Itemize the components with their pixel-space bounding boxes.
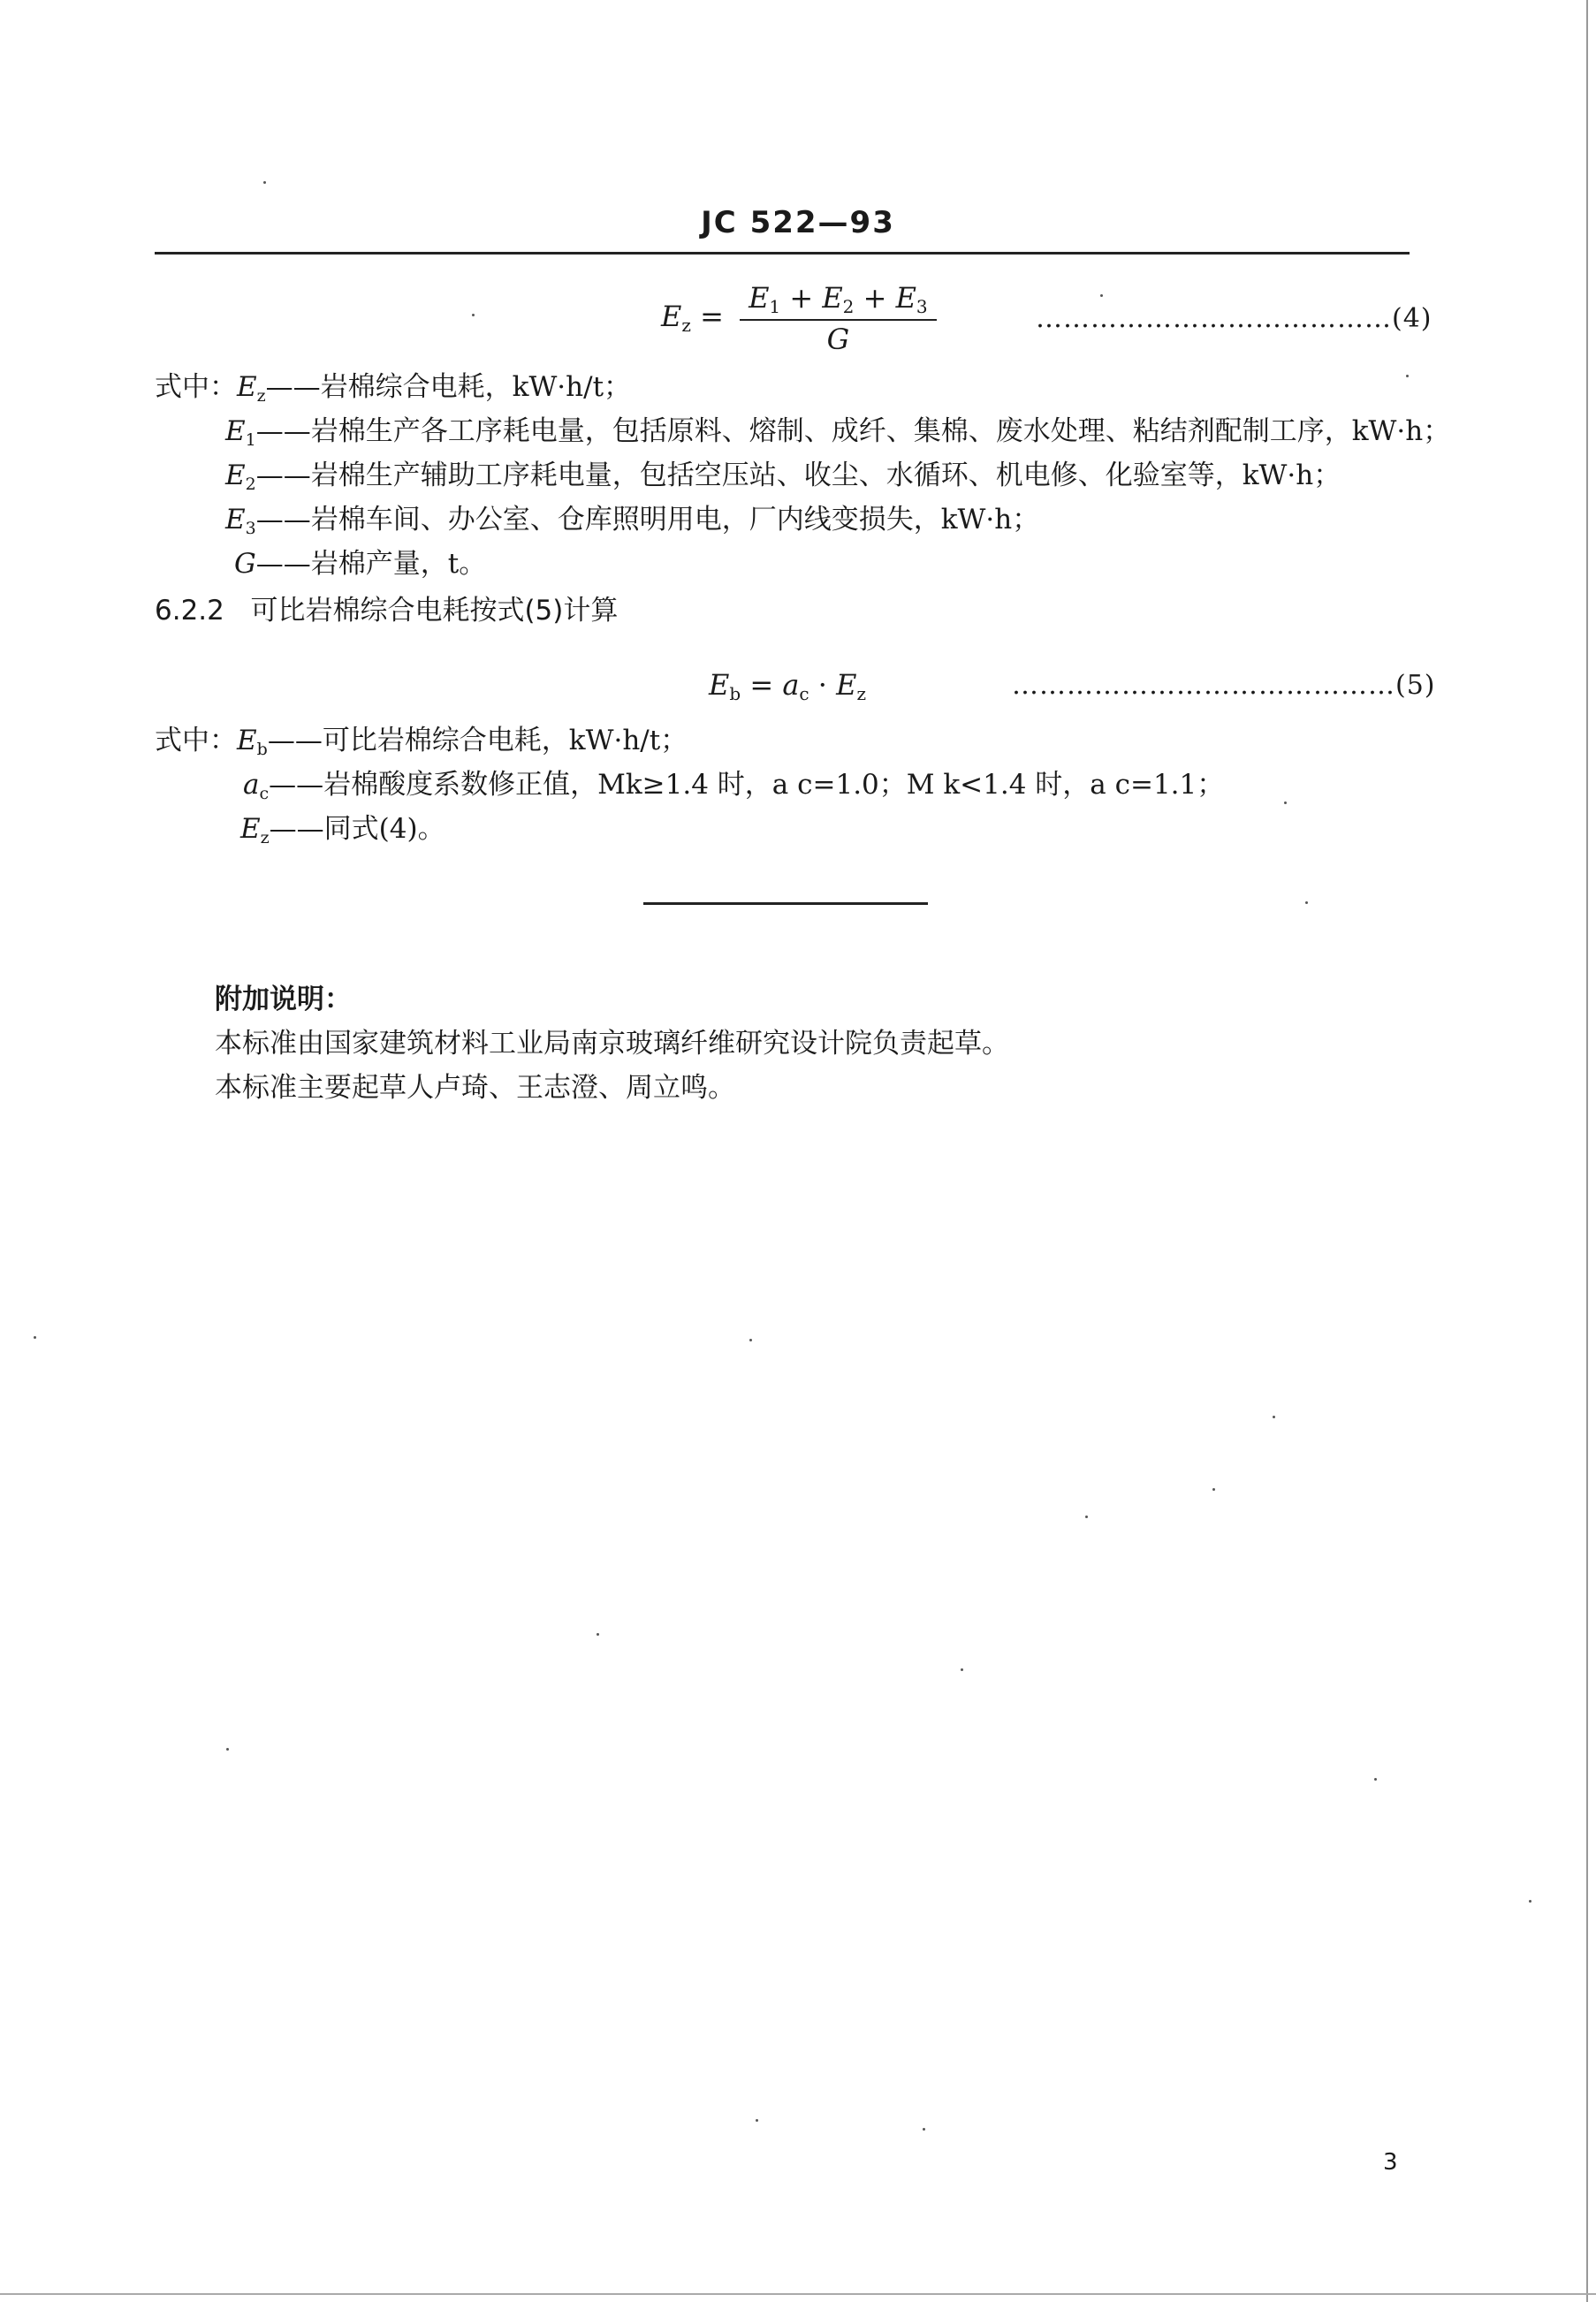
where2-extra: k≥1.4 时，a c=1.0；M k<1.4 时，a c=1.1； <box>625 769 1225 801</box>
formula-4-number: …………………………………(4) <box>1036 303 1433 334</box>
where2-item-ac <box>243 762 1224 803</box>
where1-sym: G <box>234 548 256 580</box>
where1-text: ——岩棉生产各工序耗电量，包括原料、熔制、成纤、集棉、废水处理、粘结剂配制工序，kW·h； <box>255 415 1451 447</box>
scan-speck <box>961 1668 963 1671</box>
scan-speck <box>1305 901 1308 904</box>
formula-4-lhs: E <box>661 300 682 333</box>
formula-5-a-sub: c <box>799 683 809 704</box>
scan-speck <box>226 1748 229 1751</box>
header-rule <box>155 252 1410 255</box>
where1-item-ez <box>155 364 631 406</box>
scan-speck <box>34 1336 36 1339</box>
where2-sub: b <box>256 740 268 759</box>
where2-sym: E <box>240 813 261 845</box>
where2-text: ——岩棉酸度系数修正值，M <box>269 769 626 801</box>
note-line-2: 本标准主要起草人卢琦、王志澄、周立鸣。 <box>215 1072 735 1104</box>
formula-5-e: E <box>836 668 857 702</box>
where1-sym: E <box>225 504 246 536</box>
note-line-1: 本标准由国家建筑材料工业局南京玻璃纤维研究设计院负责起草。 <box>215 1028 1009 1060</box>
formula-4 <box>661 281 937 356</box>
where2-text: ——可比岩棉综合电耗，kW·h/t； <box>267 725 688 756</box>
formula-5-eq: = <box>749 668 774 702</box>
note-title: 附加说明： <box>215 984 352 1015</box>
section-text: 可比岩棉综合电耗按式(5)计算 <box>250 595 619 627</box>
where2-sym: E <box>237 725 257 756</box>
num-e1-sub: 1 <box>769 296 781 317</box>
where1-sub: 2 <box>245 475 256 494</box>
scan-edge-bottom <box>0 2293 1596 2295</box>
scan-speck <box>923 2128 925 2131</box>
where1-sym: E <box>225 460 246 491</box>
scan-speck <box>1529 1900 1531 1903</box>
page-number: 3 <box>1383 2149 1398 2176</box>
where1-sub: 3 <box>245 519 256 538</box>
scan-speck <box>749 1339 752 1341</box>
scan-edge-right <box>1586 0 1588 2302</box>
section-number: 6.2.2 <box>155 595 224 627</box>
where1-item-e3 <box>225 497 1039 538</box>
scan-speck <box>1100 294 1103 297</box>
scan-speck <box>1406 375 1409 377</box>
num-e3-sub: 3 <box>916 296 928 317</box>
scan-speck <box>756 2119 758 2122</box>
where1-item-g <box>234 541 486 581</box>
formula-5-lhs: E <box>709 668 730 702</box>
where2-sub: c <box>259 784 270 803</box>
where2-prefix: 式中： <box>155 725 237 756</box>
scan-speck <box>1212 1488 1215 1491</box>
where2-item-eb <box>155 718 688 759</box>
where1-sub: 1 <box>245 430 256 450</box>
where1-item-e1 <box>225 408 1450 450</box>
scan-speck <box>1085 1516 1088 1518</box>
formula-5-lhs-sub: b <box>729 683 741 704</box>
where1-item-e2 <box>225 452 1341 494</box>
where2-text: ——同式(4)。 <box>269 813 445 845</box>
scan-speck <box>472 314 475 316</box>
num-e1: E <box>749 281 770 315</box>
where1-sym: E <box>237 371 257 403</box>
section-6-2-2 <box>155 588 618 627</box>
scan-speck <box>597 1633 599 1636</box>
where2-sym: a <box>243 769 260 801</box>
num-e2: + E <box>780 281 843 315</box>
where1-prefix: 式中： <box>155 371 237 403</box>
end-of-text-rule <box>643 902 928 905</box>
where1-sym: E <box>225 415 246 447</box>
num-e2-sub: 2 <box>842 296 855 317</box>
scan-speck <box>1284 802 1287 804</box>
formula-5-a: a <box>782 668 800 702</box>
where2-item-ez <box>240 806 445 847</box>
formula-5 <box>709 668 866 704</box>
standard-code: JC 522—93 <box>701 205 895 240</box>
scan-speck <box>1374 1778 1377 1781</box>
formula-5-e-sub: z <box>856 683 867 704</box>
where1-text: ——岩棉综合电耗，kW·h/t； <box>265 371 632 403</box>
num-e3: + E <box>854 281 916 315</box>
formula-4-denominator: G <box>826 323 850 356</box>
where1-sub: z <box>256 386 266 406</box>
scan-speck <box>1273 1416 1275 1418</box>
formula-4-fraction <box>740 281 937 356</box>
formula-5-number: ……………………………………(5) <box>1012 670 1436 701</box>
where1-text: ——岩棉产量，t。 <box>255 548 487 580</box>
where1-text: ——岩棉车间、办公室、仓库照明用电，厂内线变损失，kW·h； <box>255 504 1040 536</box>
scan-speck <box>263 181 266 184</box>
where2-sub: z <box>260 828 270 847</box>
where1-text: ——岩棉生产辅助工序耗电量，包括空压站、收尘、水循环、机电修、化验室等，kW·h； <box>255 460 1341 491</box>
formula-5-dot: · <box>809 668 837 702</box>
formula-4-eq: = <box>700 300 724 333</box>
formula-4-numerator <box>740 281 937 321</box>
formula-4-lhs-sub: z <box>681 315 691 336</box>
